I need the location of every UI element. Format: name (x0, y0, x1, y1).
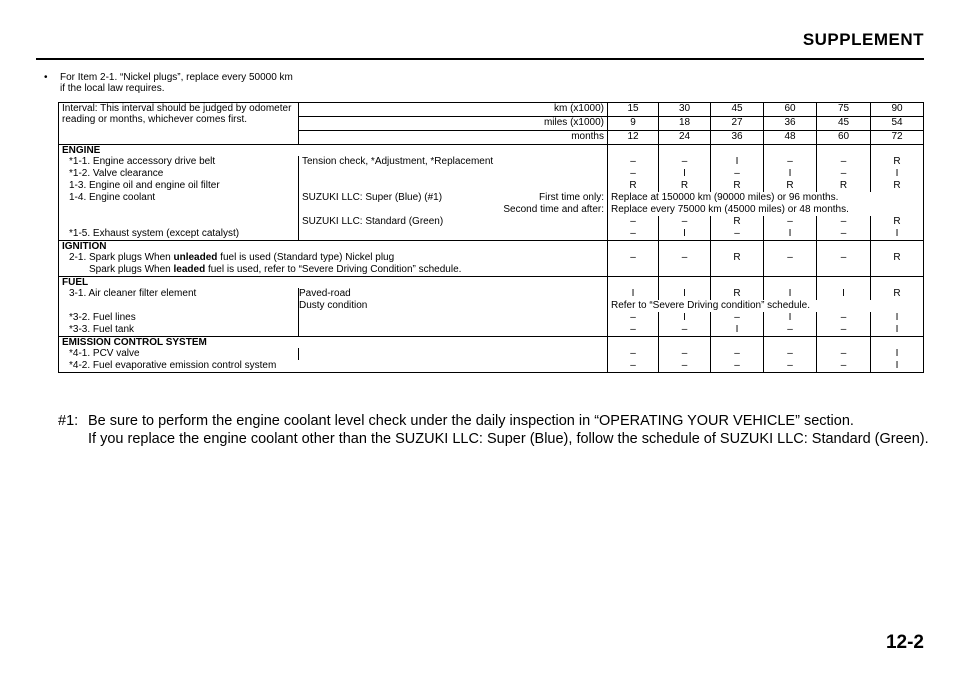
schedule-cell: R (711, 216, 764, 228)
km-cell: 45 (711, 103, 764, 117)
unit-months: months (299, 131, 608, 145)
schedule-cell: – (764, 252, 817, 264)
schedule-cell: – (817, 312, 871, 324)
item-label: 3-1. Air cleaner filter element (59, 288, 299, 300)
schedule-cell: I (659, 228, 711, 241)
km-cell: 90 (871, 103, 924, 117)
schedule-cell: – (817, 216, 871, 228)
schedule-cell: – (608, 228, 659, 241)
table-row (59, 288, 924, 300)
item-desc: SUZUKI LLC: Standard (Green) (299, 216, 608, 228)
table-row (59, 228, 924, 241)
unit-miles: miles (x1000) (299, 117, 608, 131)
item-label: *4-2. Fuel evaporative emission control system (59, 360, 608, 373)
schedule-cell: I (895, 312, 899, 323)
schedule-cell: – (659, 360, 711, 373)
item-label: *1-1. Engine accessory drive belt (59, 156, 299, 168)
schedule-cell: I (895, 228, 899, 239)
schedule-cell: – (659, 324, 711, 337)
miles-cell: 27 (711, 117, 764, 131)
schedule-cell: R (893, 252, 901, 263)
schedule-cell: – (817, 252, 871, 264)
section-ignition (59, 241, 924, 253)
law-note (44, 72, 384, 94)
schedule-cell: – (608, 360, 659, 373)
table-row (59, 192, 924, 204)
footnote-mark: #1: (58, 413, 79, 429)
schedule-cell: – (608, 324, 659, 337)
schedule-cell: R (659, 180, 711, 192)
schedule-cell: I (764, 312, 817, 324)
coolant-footnote (58, 412, 938, 448)
schedule-cell: – (659, 348, 711, 360)
item-label: 1-3. Engine oil and engine oil filter (59, 180, 299, 192)
miles-cell: 54 (871, 117, 924, 131)
schedule-cell: R (893, 180, 901, 191)
schedule-cell: – (608, 168, 659, 180)
item-label: *1-5. Exhaust system (except catalyst) (59, 228, 299, 241)
item-desc: SUZUKI LLC: Super (Blue) (#1) (302, 192, 443, 203)
schedule-cell: – (659, 156, 711, 168)
schedule-cell: I (895, 348, 899, 359)
unit-km: km (x1000) (299, 103, 608, 117)
schedule-cell: R (608, 180, 659, 192)
section-heading: FUEL (59, 277, 608, 289)
schedule-cell: I (608, 288, 659, 300)
table-row (59, 216, 924, 228)
schedule-cell: R (893, 216, 901, 227)
schedule-cell: I (895, 360, 899, 371)
table-row (59, 252, 924, 264)
section-emission (59, 337, 924, 349)
schedule-cell: R (893, 156, 901, 167)
interval-description: Interval: This interval should be judged by odometer reading or months, whichever comes first. (59, 103, 299, 145)
schedule-cell: – (608, 312, 659, 324)
schedule-cell: – (608, 216, 659, 228)
item-label: *3-3. Fuel tank (59, 324, 299, 337)
condition-label: First time only: (538, 192, 604, 203)
schedule-cell: R (711, 180, 764, 192)
schedule-cell: – (608, 252, 659, 264)
schedule-cell: I (895, 324, 899, 335)
schedule-cell: I (659, 312, 711, 324)
schedule-cell: – (817, 324, 871, 337)
schedule-cell: – (711, 348, 764, 360)
note-line-1: For Item 2-1. “Nickel plugs”, replace every 50000 km (60, 72, 293, 83)
section-heading: IGNITION (59, 241, 608, 253)
item-label: 2-1. Spark plugs When unleaded fuel is used (Standard type) Nickel plug (59, 252, 608, 264)
footnote-line-2: If you replace the engine coolant other than the SUZUKI LLC: Super (Blue), follow the schedule of SUZUKI LLC: Standard (Green). (88, 431, 929, 447)
schedule-cell: – (764, 360, 817, 373)
section-fuel (59, 277, 924, 289)
months-cell: 24 (659, 131, 711, 145)
schedule-cell: – (711, 168, 764, 180)
schedule-cell: – (659, 252, 711, 264)
section-engine (59, 145, 924, 157)
schedule-cell: I (895, 168, 899, 179)
months-cell: 60 (817, 131, 871, 145)
item-desc: Paved-road (299, 288, 608, 300)
schedule-cell: I (659, 288, 711, 300)
footnote-line-1: Be sure to perform the engine coolant level check under the daily inspection in “OPERATING YOUR VEHICLE” section. (88, 413, 854, 429)
table-row (59, 204, 924, 216)
table-row (59, 312, 924, 324)
table-row (59, 300, 924, 312)
schedule-cell: – (711, 312, 764, 324)
spanned-instruction: Replace every 75000 km (45000 miles) or 48 months. (611, 204, 849, 215)
schedule-cell: – (817, 348, 871, 360)
schedule-cell: – (711, 228, 764, 241)
schedule-cell: – (764, 324, 817, 337)
schedule-cell: I (817, 288, 871, 300)
months-cell: 72 (871, 131, 924, 145)
schedule-cell: R (711, 252, 764, 264)
item-label: *1-2. Valve clearance (59, 168, 299, 180)
schedule-cell: – (608, 156, 659, 168)
table-row (59, 180, 924, 192)
table-row (59, 360, 924, 373)
km-cell: 30 (659, 103, 711, 117)
km-cell: 15 (608, 103, 659, 117)
maintenance-schedule-table (58, 102, 924, 373)
schedule-cell: I (764, 228, 817, 241)
item-label: *3-2. Fuel lines (59, 312, 299, 324)
spanned-instruction: Refer to “Severe Driving condition” schedule. (611, 300, 810, 311)
schedule-cell: – (608, 348, 659, 360)
schedule-cell: I (711, 324, 764, 337)
months-cell: 48 (764, 131, 817, 145)
item-desc: Tension check, *Adjustment, *Replacement (299, 156, 608, 168)
table-row (59, 168, 924, 180)
section-heading: ENGINE (59, 145, 608, 157)
schedule-cell: – (764, 156, 817, 168)
schedule-cell: – (659, 216, 711, 228)
item-label: Spark plugs When leaded fuel is used, refer to “Severe Driving Condition” schedule. (59, 264, 608, 277)
schedule-cell: – (817, 156, 871, 168)
header-row-km (59, 103, 924, 117)
miles-cell: 45 (817, 117, 871, 131)
table-row (59, 156, 924, 168)
note-line-2: if the local law requires. (60, 83, 165, 94)
schedule-cell: – (764, 348, 817, 360)
schedule-cell: – (817, 228, 871, 241)
km-cell: 75 (817, 103, 871, 117)
condition-label: Second time and after: (299, 204, 608, 216)
months-cell: 12 (608, 131, 659, 145)
table-row (59, 324, 924, 337)
bullet-icon: • (44, 72, 48, 83)
schedule-cell: – (817, 168, 871, 180)
page-number: 12-2 (885, 632, 924, 653)
schedule-cell: I (659, 168, 711, 180)
schedule-cell: – (711, 360, 764, 373)
header-rule (36, 58, 924, 60)
table-row (59, 348, 924, 360)
schedule-cell: R (711, 288, 764, 300)
miles-cell: 36 (764, 117, 817, 131)
schedule-cell: R (817, 180, 871, 192)
km-cell: 60 (764, 103, 817, 117)
item-label: 1-4. Engine coolant (59, 192, 299, 204)
schedule-cell: – (764, 216, 817, 228)
section-heading: EMISSION CONTROL SYSTEM (59, 337, 608, 349)
months-cell: 36 (711, 131, 764, 145)
schedule-cell: R (893, 288, 901, 299)
spanned-instruction: Replace at 150000 km (90000 miles) or 96 months. (611, 192, 839, 203)
miles-cell: 9 (608, 117, 659, 131)
schedule-cell: R (764, 180, 817, 192)
table-row (59, 264, 924, 277)
item-desc: Dusty condition (299, 300, 608, 312)
schedule-cell: I (764, 288, 817, 300)
schedule-cell: – (817, 360, 871, 373)
schedule-cell: I (711, 156, 764, 168)
page-section-title: SUPPLEMENT (802, 30, 924, 49)
miles-cell: 18 (659, 117, 711, 131)
schedule-cell: I (764, 168, 817, 180)
item-label: *4-1. PCV valve (59, 348, 299, 360)
